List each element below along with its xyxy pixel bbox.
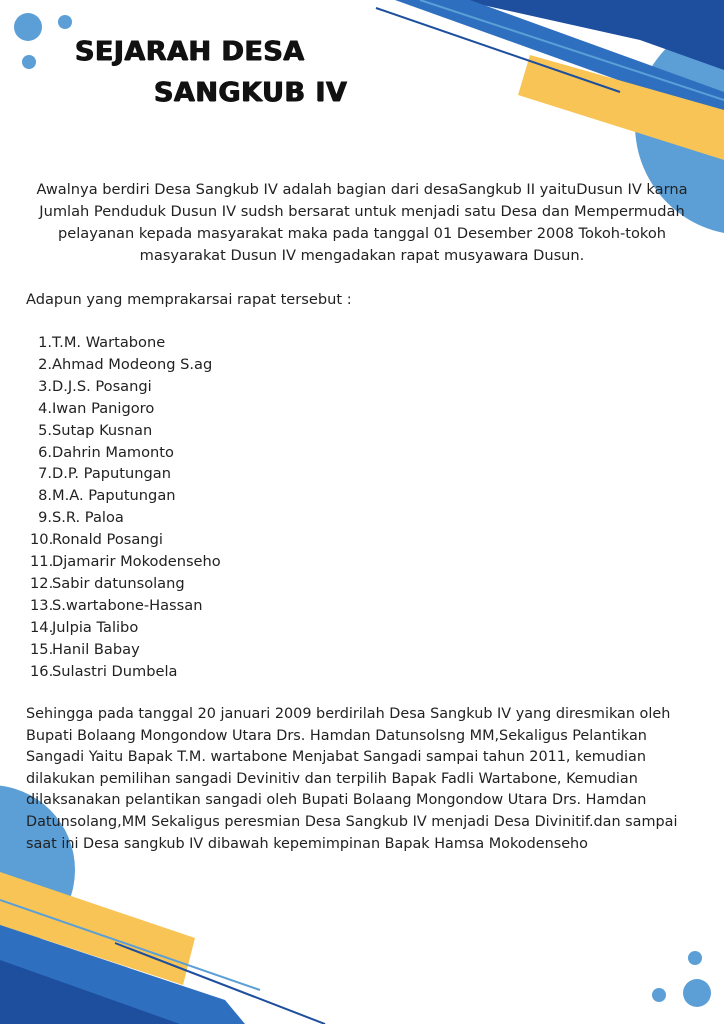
list-item-name: Ahmad Modeong S.ag: [52, 355, 213, 373]
list-item: [30, 485, 221, 507]
list-item-name: T.M. Wartabone: [52, 334, 166, 351]
decor-dot-small: [688, 951, 702, 965]
list-item: [30, 442, 221, 464]
list-item-number: 9.: [38, 509, 52, 527]
list-item-name: D.P. Paputungan: [52, 465, 171, 483]
list-item-name: Hanil Babay: [52, 640, 140, 658]
page-title-line-2: SANGKUB IV: [154, 77, 348, 108]
list-item-number: 2.: [38, 355, 52, 373]
list-item-number: 11.: [30, 553, 54, 571]
list-item-number: 10.: [30, 531, 54, 549]
list-item-number: 12.: [30, 574, 54, 592]
list-item-number: 16.: [30, 662, 54, 680]
closing-paragraph: Sehingga pada tanggal 20 januari 2009 berdirilah Desa Sangkub IV yang diresmikan oleh Bupati Bolaang Mongondow Utara Drs. Hamdan Datunsolsng MM,Sekaligus Pelantikan Sangadi Yaitu Bapak T.M. wartabone Menjabat Sangadi sampai tahun 2011, kemudian dilakukan pemilihan sangadi Devinitiv dan terpilih Bapak Fadli Wartabone, Kemudian dilaksanakan pelantikan sangadi oleh Bupati Bolaang Mongondow Utara Drs. Hamdan Datunsolang,MM Sekaligus peresmian Desa Sangkub IV menjadi Desa Divinitif.dan sampai saat ini Desa sangkub IV dibawah kepemimpinan Bapak Hamsa Mokodenseho: [26, 706, 678, 852]
page-title-line-1: SEJARAH DESA: [75, 36, 305, 67]
intro-paragraph: Awalnya berdiri Desa Sangkub IV adalah bagian dari desaSangkub II yaituDusun IV karna Jumlah Penduduk Dusun IV sudsh bersarat untuk menjadi satu Desa dan Mempermudah pelayanan kepada masyarakat maka pada tanggal 01 Desember 2008 Tokoh-tokoh masyarakat Dusun IV mengadakan rapat musyawara Dusun.: [36, 181, 688, 264]
list-item: [30, 398, 221, 420]
list-item-name: Djamarir Mokodenseho: [52, 553, 221, 571]
list-item-name: M.A. Paputungan: [52, 487, 176, 505]
list-item: [30, 529, 221, 551]
list-item-number: 1.: [38, 334, 52, 351]
list-item: [30, 617, 221, 639]
list-item-number: 13.: [30, 596, 54, 614]
list-item-number: 8.: [38, 487, 52, 505]
list-item-number: 5.: [38, 421, 52, 439]
list-item-name: S.wartabone-Hassan: [52, 596, 203, 614]
decor-dot-large: [14, 13, 42, 41]
list-item-number: 3.: [38, 377, 52, 395]
initiators-list: [30, 332, 221, 683]
list-item: [30, 573, 221, 595]
list-item: [30, 463, 221, 485]
decor-dot-small: [652, 988, 666, 1002]
list-item: [30, 661, 221, 683]
list-item-name: Dahrin Mamonto: [52, 443, 174, 461]
list-item-name: Sabir datunsolang: [52, 574, 185, 592]
list-item-name: D.J.S. Posangi: [52, 377, 152, 395]
list-item-name: S.R. Paloa: [52, 509, 124, 527]
list-item-name: Iwan Panigoro: [52, 399, 155, 417]
list-item-number: 6.: [38, 443, 52, 461]
list-lead-text: Adapun yang memprakarsai rapat tersebut :: [26, 291, 352, 308]
list-item: [30, 639, 221, 661]
list-item-number: 4.: [38, 399, 52, 417]
list-item-name: Sulastri Dumbela: [52, 662, 178, 680]
list-item-name: Sutap Kusnan: [52, 421, 153, 439]
list-item: [30, 420, 221, 442]
list-item: [30, 595, 221, 617]
decor-dot-small: [22, 55, 36, 69]
decor-dot-small: [58, 15, 72, 29]
list-item: [30, 354, 221, 376]
decor-dot-large: [683, 979, 711, 1007]
list-item-number: 14.: [30, 618, 54, 636]
list-item: [30, 332, 221, 354]
list-item-number: 7.: [38, 465, 52, 483]
list-item: [30, 551, 221, 573]
list-item-number: 15.: [30, 640, 54, 658]
list-item: [30, 376, 221, 398]
list-item-name: Julpia Talibo: [52, 618, 139, 636]
list-item: [30, 507, 221, 529]
list-item-name: Ronald Posangi: [52, 531, 163, 549]
